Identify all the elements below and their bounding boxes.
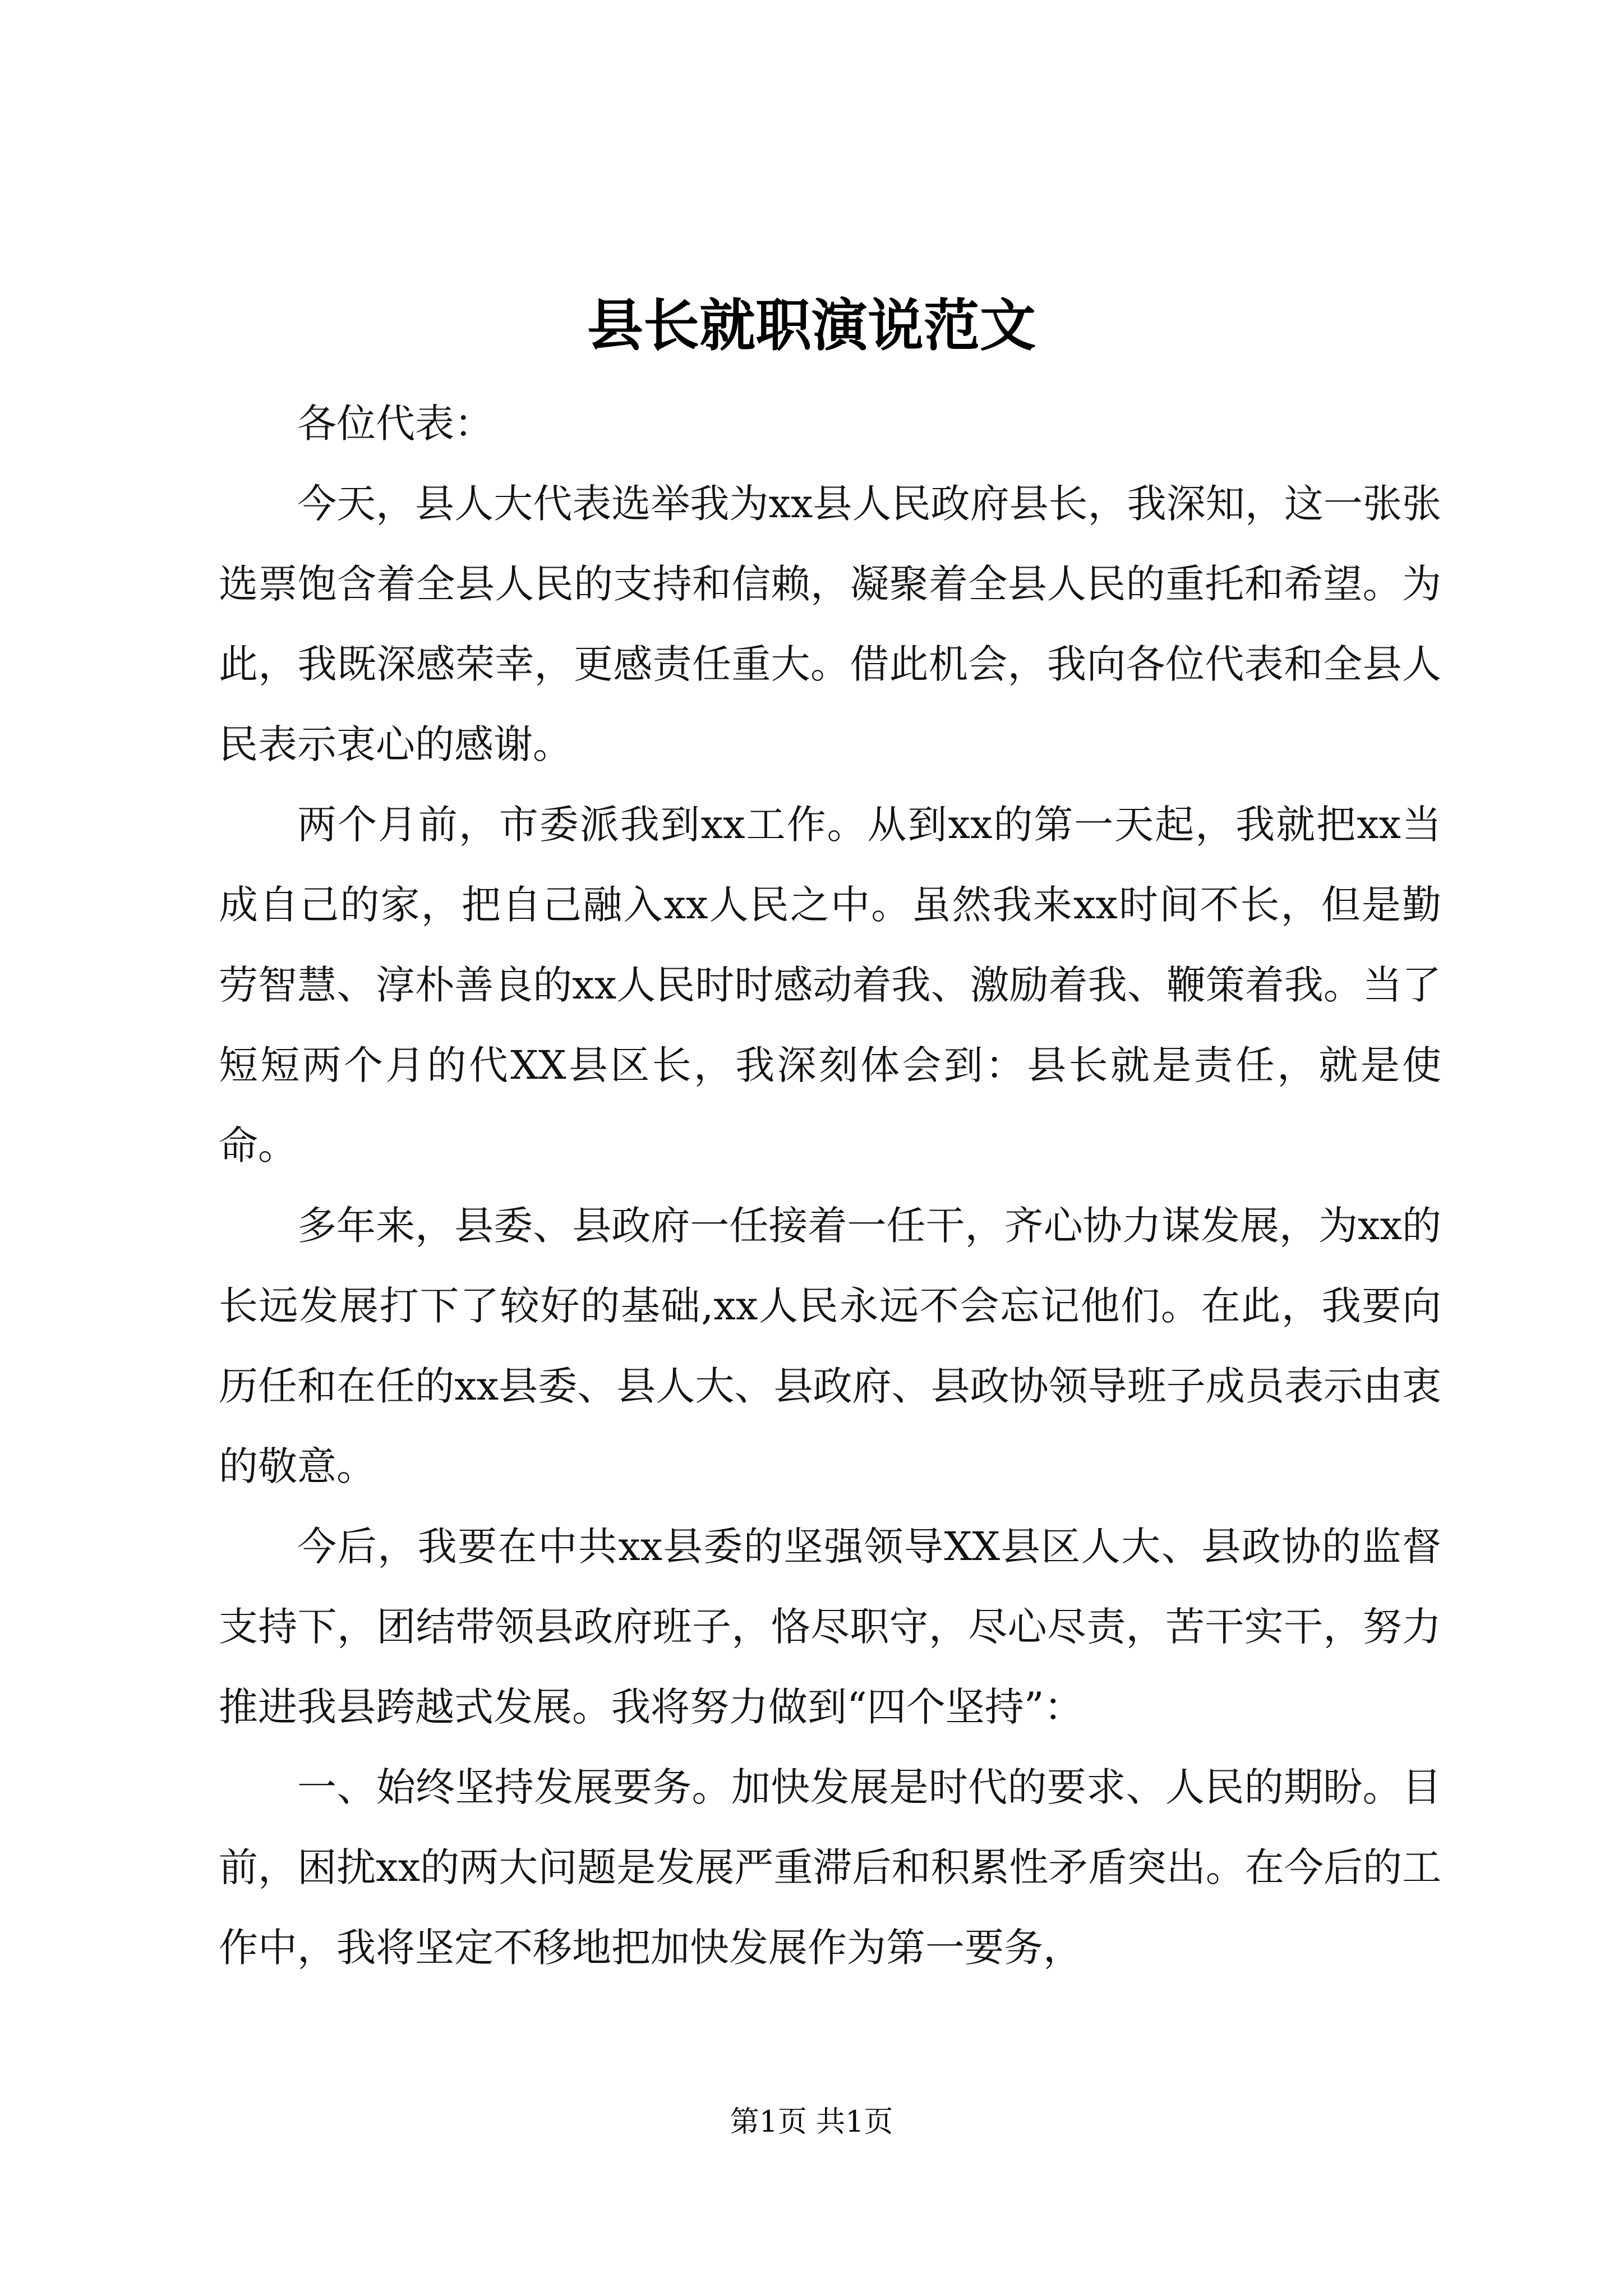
body-paragraph: 两个月前，市委派我到xx工作。从到xx的第一天起，我就把xx当成自己的家，把自己融入xx人民之中。虽然我来xx时间不长，但是勤劳智慧、淳朴善良的xx人民时时感动着我、激励着我、鞭策着我。当了短短两个月的代XX县区长，我深刻体会到：县长就是责任，就是使命。 <box>219 802 1441 1168</box>
body-paragraph: 今后，我要在中共xx县委的坚强领导XX县区人大、县政协的监督支持下，团结带领县政府班子，恪尽职守，尽心尽责，苦干实干，努力推进我县跨越式发展。我将努力做到“四个坚持”： <box>219 1524 1441 1730</box>
body-paragraph: 多年来，县委、县政府一任接着一任干，齐心协力谋发展，为xx的长远发展打下了较好的基础,xx人民永远不会忘记他们。在此，我要向历任和在任的xx县委、县人大、县政府、县政协领导班子成员表示由衷的敬意。 <box>219 1203 1442 1489</box>
page-footer: 第1页 共1页 <box>730 2105 893 2139</box>
body-paragraph: 一、始终坚持发展要务。加快发展是时代的要求、人民的期盼。目前，困扰xx的两大问题是发展严重滞后和积累性矛盾突出。在今后的工作中，我将坚定不移地把加快发展作为第一要务， <box>219 1764 1441 1971</box>
body-paragraph: 今天，县人大代表选举我为xx县人民政府县长，我深知，这一张张选票饱含着全县人民的支持和信赖，凝聚着全县人民的重托和希望。为此，我既深感荣幸，更感责任重大。借此机会，我向各位代表和全县人民表示衷心的感谢。 <box>219 481 1441 767</box>
salutation-paragraph: 各位代表： <box>297 401 494 447</box>
document-title: 县长就职演说范文 <box>587 292 1036 358</box>
document-body <box>219 384 1441 1988</box>
